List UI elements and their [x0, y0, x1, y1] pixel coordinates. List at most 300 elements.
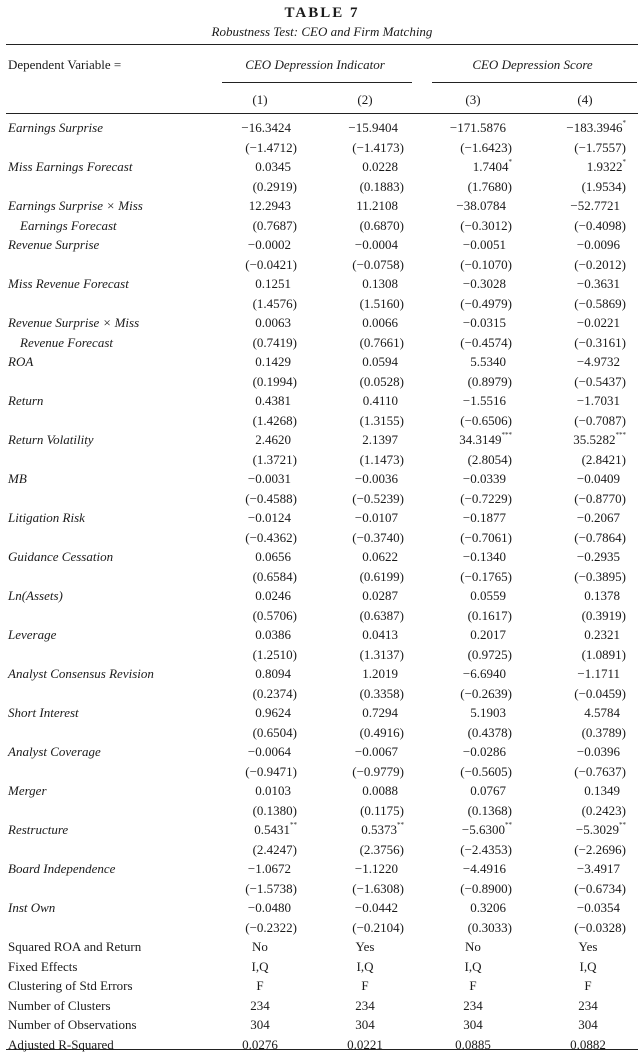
t-statistic-value: (1.4268) [252, 412, 297, 428]
coefficient-value [396, 471, 506, 486]
t-statistic-value: (0.0528) [359, 373, 404, 389]
coefficient-value [181, 315, 291, 330]
coefficient-value [288, 510, 398, 525]
t-statistic-value: (0.4916) [359, 724, 404, 740]
footer-row-value: 234 [250, 997, 270, 1013]
t-statistic-value: (−0.8770) [574, 490, 626, 506]
coefficient-value [181, 666, 291, 681]
coefficient-number: 0.0228 [362, 159, 398, 174]
coefficient-value [288, 549, 398, 564]
t-statistic-value: (0.6584) [252, 568, 297, 584]
row-label: Revenue Surprise × Miss [8, 315, 140, 330]
footer-row-value: 0.0276 [242, 1036, 278, 1052]
footer-row-value: 304 [250, 1017, 270, 1032]
coefficient-value [294, 822, 404, 837]
coefficient-value [181, 783, 291, 798]
coefficient-number: 0.8094 [255, 666, 291, 681]
coefficient-number: −0.0315 [462, 315, 506, 330]
coefficient-value [181, 861, 291, 876]
coefficient-value [288, 237, 398, 252]
coefficient-number: −0.0002 [247, 237, 291, 252]
coefficient-value [181, 120, 291, 135]
t-statistic-value: (−1.6423) [460, 139, 512, 155]
group-rule-indicator [222, 82, 412, 83]
coefficient-value [510, 198, 620, 213]
coefficient-value [396, 900, 506, 915]
t-statistic-value: (−0.5605) [460, 763, 512, 779]
coefficient-value [288, 159, 398, 174]
coefficient-number: −0.0067 [354, 744, 398, 759]
coefficient-value [288, 276, 398, 291]
t-statistic-value: (−0.7637) [574, 763, 626, 779]
footer-row-value: F [584, 978, 592, 993]
coefficient-value [288, 783, 398, 798]
t-statistic-value: (2.8421) [581, 451, 626, 467]
coefficient-number: 0.0767 [470, 783, 506, 798]
coefficient-number: −0.0004 [354, 237, 398, 252]
coefficient-value [396, 783, 506, 798]
t-statistic-value: (−0.7061) [460, 529, 512, 545]
t-statistic-value: (−1.4173) [352, 139, 404, 155]
t-statistic-value: (0.5706) [252, 607, 297, 623]
coefficient-number: 0.4381 [255, 393, 291, 408]
coefficient-value [288, 120, 398, 135]
coefficient-value [396, 120, 506, 135]
coefficient-number: 11.2108 [356, 198, 398, 213]
coefficient-value [181, 393, 291, 408]
t-statistic-value: (−1.4712) [245, 139, 297, 155]
coefficient-value [402, 822, 512, 837]
significance-stars: *** [501, 431, 512, 439]
coefficient-number: 0.0345 [255, 159, 291, 174]
coefficient-value [396, 393, 506, 408]
coefficient-value [396, 627, 506, 642]
t-statistic-value: (−0.0328) [574, 919, 626, 935]
coefficient-value [510, 549, 620, 564]
t-statistic-value: (0.1368) [467, 802, 512, 818]
coefficient-value [181, 354, 291, 369]
t-statistic-value: (−0.3895) [574, 568, 626, 584]
coefficient-value [516, 120, 626, 135]
footer-row-value: No [252, 939, 268, 954]
significance-stars: * [508, 158, 512, 166]
t-statistic-value: (0.7687) [252, 217, 297, 233]
coefficient-value [181, 900, 291, 915]
coefficient-number: 0.7294 [362, 705, 398, 720]
footer-row-value: 234 [463, 997, 483, 1013]
row-label-continued: Revenue Forecast [20, 334, 113, 350]
coefficient-number: 0.9624 [255, 705, 291, 720]
table-subtitle: Robustness Test: CEO and Firm Matching [211, 24, 433, 39]
coefficient-number: 0.1251 [255, 276, 291, 291]
coefficient-value [181, 198, 291, 213]
footer-row-label: Number of Observations [8, 1017, 137, 1032]
coefficient-number: −0.1877 [462, 510, 506, 525]
t-statistic-value: (0.1380) [252, 802, 297, 818]
coefficient-value [288, 861, 398, 876]
row-label: Earnings Surprise [8, 120, 103, 135]
t-statistic-value: (1.9534) [581, 178, 626, 194]
coefficient-value [510, 393, 620, 408]
coefficient-number: −0.3028 [462, 276, 506, 291]
t-statistic-value: (0.6870) [359, 217, 404, 233]
t-statistic-value: (−0.4588) [245, 490, 297, 506]
coefficient-number: −15.9404 [348, 120, 398, 135]
coefficient-number: −1.7031 [576, 393, 620, 408]
footer-row-label: Clustering of Std Errors [8, 978, 133, 993]
coefficient-number: 0.0287 [362, 588, 398, 603]
t-statistic-value: (−0.8900) [460, 880, 512, 896]
coefficient-value [288, 432, 398, 447]
t-statistic-value: (−1.7557) [574, 139, 626, 155]
t-statistic-value: (−0.0459) [574, 685, 626, 701]
coefficient-value [396, 744, 506, 759]
coefficient-value [181, 705, 291, 720]
t-statistic-value: (−0.9779) [352, 763, 404, 779]
footer-row-value: 0.0221 [347, 1036, 383, 1052]
row-label: Inst Own [8, 900, 56, 915]
t-statistic-value: (1.3155) [359, 412, 404, 428]
significance-stars: ** [505, 821, 512, 829]
t-statistic-value: (2.4247) [252, 841, 297, 857]
t-statistic-value: (−0.2322) [245, 919, 297, 935]
coefficient-number: −0.2935 [576, 549, 620, 564]
t-statistic-value: (1.4576) [252, 295, 297, 311]
t-statistic-value: (0.6387) [359, 607, 404, 623]
coefficient-value [396, 510, 506, 525]
coefficient-number: 0.0413 [362, 627, 398, 642]
coefficient-number: −0.0064 [247, 744, 291, 759]
coefficient-value [181, 627, 291, 642]
coefficient-number: 34.3149 [459, 432, 502, 447]
significance-stars: * [622, 158, 626, 166]
coefficient-value [402, 432, 512, 447]
footer-row-value: F [469, 978, 477, 993]
coefficient-value [396, 237, 506, 252]
coefficient-number: −5.6300 [461, 822, 505, 837]
coefficient-number: 0.0656 [255, 549, 291, 564]
coefficient-value [181, 744, 291, 759]
t-statistic-value: (0.8979) [467, 373, 512, 389]
t-statistic-value: (1.0891) [581, 646, 626, 662]
footer-row-value: I,Q [464, 958, 482, 974]
coefficient-number: −6.6940 [462, 666, 506, 681]
t-statistic-value: (0.2423) [581, 802, 626, 818]
row-label: Revenue Surprise [8, 237, 100, 252]
coefficient-number: −0.3631 [576, 276, 620, 291]
row-label: Leverage [8, 627, 57, 642]
coefficient-value [288, 354, 398, 369]
coefficient-number: −0.0480 [247, 900, 291, 915]
t-statistic-value: (1.3137) [359, 646, 404, 662]
coefficient-number: 0.0088 [362, 783, 398, 798]
footer-row-value: I,Q [356, 958, 374, 974]
t-statistic-value: (−0.3740) [352, 529, 404, 545]
coefficient-number: 4.5784 [584, 705, 620, 720]
row-label: Earnings Surprise × Miss [8, 198, 143, 213]
footer-row-value: No [465, 939, 481, 954]
coefficient-number: 0.0246 [255, 588, 291, 603]
coefficient-number: −0.0031 [247, 471, 291, 486]
column-header-2: (2) [357, 92, 373, 107]
coefficient-number: 1.9322 [586, 159, 623, 174]
coefficient-value [396, 354, 506, 369]
coefficient-value [396, 705, 506, 720]
coefficient-number: 2.4620 [255, 432, 291, 447]
coefficient-number: 35.5282 [573, 432, 616, 447]
coefficient-number: −3.4917 [576, 861, 620, 876]
coefficient-number: 0.2321 [584, 627, 620, 642]
coefficient-number: 0.4110 [362, 393, 398, 408]
t-statistic-value: (1.3721) [252, 451, 297, 467]
significance-stars: ** [619, 821, 626, 829]
coefficient-number: −183.3946 [566, 120, 623, 135]
coefficient-number: −0.0124 [247, 510, 291, 525]
coefficient-number: −4.4916 [462, 861, 506, 876]
coefficient-value [510, 471, 620, 486]
t-statistic-value: (−0.4098) [574, 217, 626, 233]
t-statistic-value: (1.7680) [467, 178, 512, 194]
footer-row-value: 304 [463, 1017, 483, 1032]
coefficient-value [516, 822, 626, 837]
t-statistic-value: (−0.0421) [245, 256, 297, 272]
coefficient-value [181, 432, 291, 447]
bottom-rule [6, 1049, 638, 1050]
coefficient-number: 0.1308 [362, 276, 398, 291]
footer-row-value: F [256, 978, 264, 993]
coefficient-number: 1.7404 [472, 159, 509, 174]
t-statistic-value: (0.1883) [359, 178, 404, 194]
coefficient-number: −0.0286 [462, 744, 506, 759]
coefficient-value [396, 315, 506, 330]
t-statistic-value: (0.7661) [359, 334, 404, 350]
t-statistic-value: (2.8054) [467, 451, 512, 467]
t-statistic-value: (−0.5869) [574, 295, 626, 311]
coefficient-value [288, 744, 398, 759]
top-rule [6, 44, 638, 45]
coefficient-value [510, 588, 620, 603]
footer-row-label: Adjusted R-Squared [8, 1036, 114, 1052]
coefficient-number: −0.0051 [462, 237, 506, 252]
coefficient-value [288, 315, 398, 330]
coefficient-value [516, 432, 626, 447]
footer-row-value: 0.0885 [455, 1036, 491, 1052]
t-statistic-value: (0.3358) [359, 685, 404, 701]
coefficient-number: 5.5340 [470, 354, 506, 369]
column-header-1: (1) [252, 92, 268, 107]
coefficient-value [181, 237, 291, 252]
coefficient-value [288, 900, 398, 915]
row-label: Guidance Cessation [8, 549, 114, 564]
coefficient-value [510, 627, 620, 642]
coefficient-number: 0.2017 [470, 627, 506, 642]
t-statistic-value: (1.1473) [359, 451, 404, 467]
coefficient-value [288, 627, 398, 642]
coefficient-number: −0.0354 [576, 900, 620, 915]
t-statistic-value: (−0.4362) [245, 529, 297, 545]
coefficient-number: 0.0066 [362, 315, 398, 330]
coefficient-number: 0.1378 [584, 588, 620, 603]
coefficient-value [288, 588, 398, 603]
t-statistic-value: (−0.4979) [460, 295, 512, 311]
coefficient-number: 0.5431 [254, 822, 290, 837]
coefficient-number: 0.0386 [255, 627, 291, 642]
coefficient-number: 0.1349 [584, 783, 620, 798]
coefficient-value [510, 861, 620, 876]
t-statistic-value: (−2.4353) [460, 841, 512, 857]
footer-row-label: Fixed Effects [8, 958, 78, 974]
coefficient-value [181, 159, 291, 174]
t-statistic-value: (−0.1070) [460, 256, 512, 272]
row-label: Analyst Coverage [8, 744, 101, 759]
footer-row-value: I,Q [251, 958, 269, 974]
coefficient-number: −0.2067 [576, 510, 620, 525]
coefficient-value [510, 705, 620, 720]
t-statistic-value: (−0.3161) [574, 334, 626, 350]
coefficient-value [396, 276, 506, 291]
coefficient-value [510, 744, 620, 759]
footer-row-value: 234 [355, 997, 375, 1013]
t-statistic-value: (−0.3012) [460, 217, 512, 233]
t-statistic-value: (1.2510) [252, 646, 297, 662]
significance-stars: * [622, 119, 626, 127]
coefficient-number: −0.0409 [576, 471, 620, 486]
footer-row-value: 0.0882 [570, 1036, 606, 1052]
t-statistic-value: (−0.2104) [352, 919, 404, 935]
row-label: ROA [8, 354, 34, 369]
coefficient-number: −1.0672 [247, 861, 291, 876]
significance-stars: *** [615, 431, 626, 439]
coefficient-number: 12.2943 [248, 198, 291, 213]
t-statistic-value: (−0.5437) [574, 373, 626, 389]
t-statistic-value: (−0.5239) [352, 490, 404, 506]
footer-row-value: Yes [355, 939, 375, 954]
row-label: Analyst Consensus Revision [8, 666, 154, 681]
coefficient-number: 2.1397 [362, 432, 398, 447]
t-statistic-value: (−0.4574) [460, 334, 512, 350]
footer-row-value: 304 [355, 1017, 375, 1032]
footer-row-label: Number of Clusters [8, 997, 111, 1013]
t-statistic-value: (0.2919) [252, 178, 297, 194]
coefficient-number: −0.0096 [576, 237, 620, 252]
coefficient-number: −0.0396 [576, 744, 620, 759]
coefficient-value [288, 393, 398, 408]
coefficient-value [510, 666, 620, 681]
group-header-score: CEO Depression Score [472, 57, 593, 72]
t-statistic-value: (0.6504) [252, 724, 297, 740]
t-statistic-value: (0.3789) [581, 724, 626, 740]
coefficient-number: −16.3424 [241, 120, 291, 135]
t-statistic-value: (−2.2696) [574, 841, 626, 857]
footer-row-value: F [361, 978, 369, 993]
coefficient-value [288, 705, 398, 720]
coefficient-number: 1.2019 [362, 666, 398, 681]
row-label: Miss Revenue Forecast [8, 276, 129, 291]
coefficient-value [510, 315, 620, 330]
t-statistic-value: (−0.7087) [574, 412, 626, 428]
coefficient-number: 0.0103 [255, 783, 291, 798]
row-label: Return [8, 393, 44, 408]
coefficient-value [396, 588, 506, 603]
coefficient-value [510, 276, 620, 291]
footer-row-value: 304 [578, 1017, 598, 1032]
row-label: Ln(Assets) [8, 588, 63, 603]
row-label: Miss Earnings Forecast [8, 159, 133, 174]
coefficient-number: −5.3029 [575, 822, 619, 837]
t-statistic-value: (−0.7229) [460, 490, 512, 506]
t-statistic-value: (0.1175) [360, 802, 404, 818]
dependent-variable-label: Dependent Variable = [8, 57, 122, 72]
t-statistic-value: (0.7419) [252, 334, 297, 350]
coefficient-value [396, 861, 506, 876]
coefficient-value [510, 510, 620, 525]
column-header-3: (3) [465, 92, 481, 107]
coefficient-number: −1.1220 [354, 861, 398, 876]
coefficient-value [396, 666, 506, 681]
t-statistic-value: (−0.6734) [574, 880, 626, 896]
coefficient-value [396, 198, 506, 213]
t-statistic-value: (−0.2639) [460, 685, 512, 701]
column-header-4: (4) [577, 92, 593, 107]
coefficient-number: 5.1903 [470, 705, 506, 720]
t-statistic-value: (0.3919) [581, 607, 626, 623]
t-statistic-value: (−1.5738) [245, 880, 297, 896]
coefficient-value [187, 822, 297, 837]
row-label-continued: Earnings Forecast [20, 217, 117, 233]
t-statistic-value: (0.4378) [467, 724, 512, 740]
coefficient-value [288, 198, 398, 213]
coefficient-number: 0.3206 [470, 900, 506, 915]
coefficient-value [510, 237, 620, 252]
t-statistic-value: (1.5160) [359, 295, 404, 311]
row-label: Merger [8, 783, 47, 798]
coefficient-value [510, 783, 620, 798]
coefficient-number: −0.0107 [354, 510, 398, 525]
coefficient-number: −0.0339 [462, 471, 506, 486]
coefficient-value [181, 549, 291, 564]
coefficient-number: 0.5373 [361, 822, 397, 837]
coefficient-number: −38.0784 [456, 198, 506, 213]
coefficient-number: 0.1429 [255, 354, 291, 369]
t-statistic-value: (0.1617) [467, 607, 512, 623]
coefficient-value [510, 354, 620, 369]
coefficient-value [288, 666, 398, 681]
coefficient-value [181, 276, 291, 291]
row-label: Litigation Risk [8, 510, 85, 525]
group-header-indicator: CEO Depression Indicator [245, 57, 385, 72]
coefficient-number: −0.0036 [354, 471, 398, 486]
footer-row-value: 234 [578, 997, 598, 1013]
coefficient-value [288, 471, 398, 486]
t-statistic-value: (−0.2012) [574, 256, 626, 272]
coefficient-number: −0.1340 [462, 549, 506, 564]
footer-row-value: Yes [578, 939, 598, 954]
t-statistic-value: (−0.6506) [460, 412, 512, 428]
row-label: Board Independence [8, 861, 116, 876]
coefficient-number: −0.0442 [354, 900, 398, 915]
coefficient-number: 0.0622 [362, 549, 398, 564]
coefficient-number: −171.5876 [449, 120, 506, 135]
coefficient-number: 0.0559 [470, 588, 506, 603]
t-statistic-value: (−1.6308) [352, 880, 404, 896]
coefficient-value [181, 510, 291, 525]
t-statistic-value: (0.6199) [359, 568, 404, 584]
group-rule-score [432, 82, 637, 83]
coefficient-value [516, 159, 626, 174]
coefficient-value [510, 900, 620, 915]
footer-row-value: I,Q [579, 958, 597, 974]
footer-row-label: Squared ROA and Return [8, 939, 142, 954]
